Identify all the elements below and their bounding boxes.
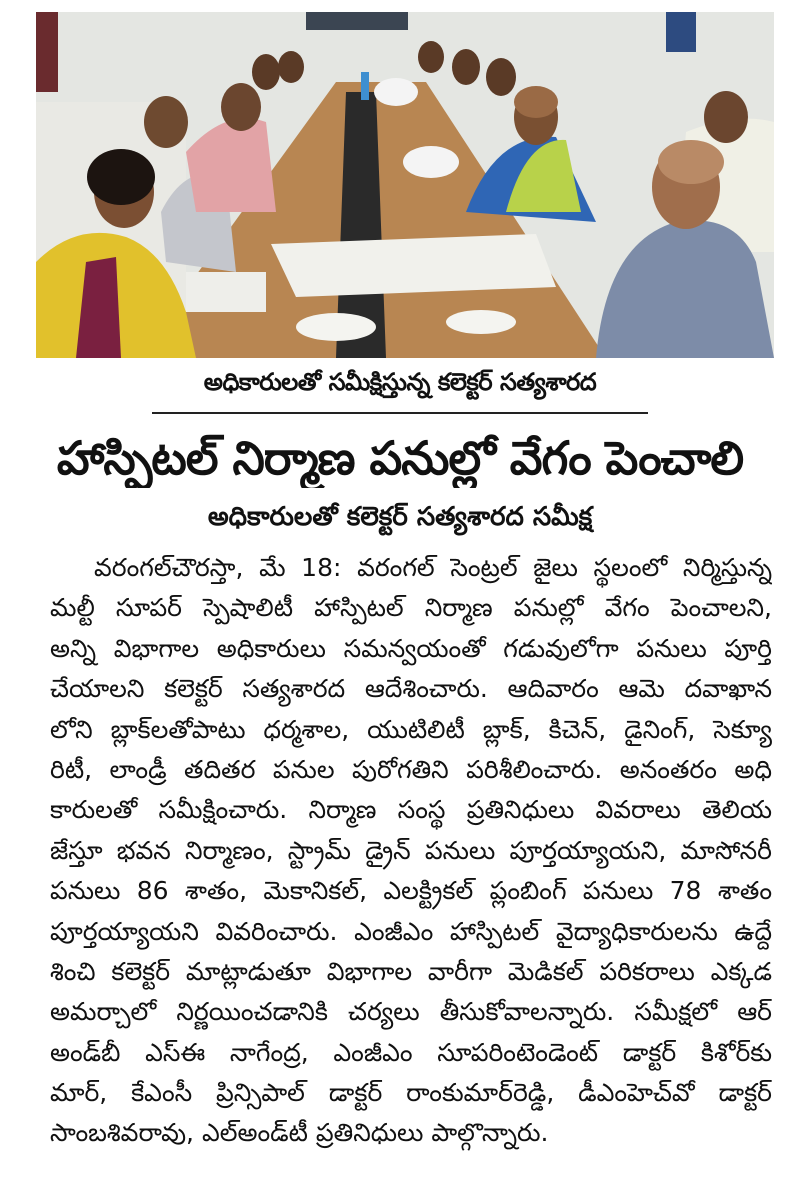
body-line: అమర్చాలో నిర్ణయించడానికి చర్యలు తీసుకోవాలన్నారు. సమీక్షలో ఆర్ [50,997,772,1027]
headline: హాస్పిటల్ నిర్మాణ పనుల్లో వేగం పెంచాలి [56,431,744,485]
meeting-photo-illustration [36,12,774,358]
body-line: అన్ని విభాగాల అధికారులు సమన్వయంతో గడువులోగా పనులు పూర్తి [50,633,772,663]
body-line: కారులతో సమీక్షించారు. నిర్మాణ సంస్థ ప్రతినిధులు వివరాలు తెలియ [50,795,772,825]
body-line: లోని బ్లాక్‌లతోపాటు ధర్మశాల, యుటిలిటీ బ్లాక్, కిచెన్, డైనింగ్, సెక్యూ [50,714,772,744]
meeting-photo [36,12,774,358]
body-line: పనులు 86 శాతం, మెకానికల్, ఎలక్ట్రికల్ ప్లంబింగ్ పనులు 78 శాతం [50,876,772,906]
body-line: శించి కలెక్టర్ మాట్లాడుతూ విభాగాల వారీగా మెడికల్ పరికరాలు ఎక్కడ [50,956,772,986]
body-line: చేయాలని కలెక్టర్ సత్యశారద ఆదేశించారు. ఆదివారం ఆమె దవాఖాన [50,674,772,704]
body-line: రిటీ, లాండ్రీ తదితర పనుల పురోగతిని పరిశీలించారు. అనంతరం అధి [50,754,772,784]
photo-caption: అధికారులతో సమీక్షిస్తున్న కలెక్టర్ సత్యశారద [203,368,597,396]
caption-divider [152,412,648,414]
body-line: జేస్తూ భవన నిర్మాణం, స్ట్రామ్ డ్రైన్ పనులు పూర్తయ్యాయని, మాసోనరీ [50,835,772,865]
body-line: మార్, కేఎంసీ ప్రిన్సిపాల్ డాక్టర్ రాంకుమార్‌రెడ్డి, డీఎంహెచ్‌వో డాక్టర్ [50,1078,772,1108]
body-line: పూర్తయ్యాయని వివరించారు. ఎంజీఎం హాస్పిటల్ వైద్యాధికారులను ఉద్దే [50,916,772,946]
subheadline: అధికారులతో కలెక్టర్ సత్యశారద సమీక్ష [207,502,593,532]
body-line: మల్టీ సూపర్ స్పెషాలిటీ హాస్పిటల్ నిర్మాణ పనుల్లో వేగం పెంచాలని, [50,593,772,623]
article-body [50,548,772,1154]
body-line: వరంగల్‌చౌరస్తా, మే 18: వరంగల్ సెంట్రల్ జైలు స్థలంలో నిర్మిస్తున్న [94,553,772,582]
body-line: అండ్‌బీ ఎస్ఈ నాగేంద్ర, ఎంజీఎం సూపరింటెండెంట్ డాక్టర్ కిశోర్‌కు [50,1037,772,1067]
body-line: సాంబశివరావు, ఎల్‌అండ్‌టీ ప్రతినిధులు పాల్గొన్నారు. [50,1118,549,1148]
